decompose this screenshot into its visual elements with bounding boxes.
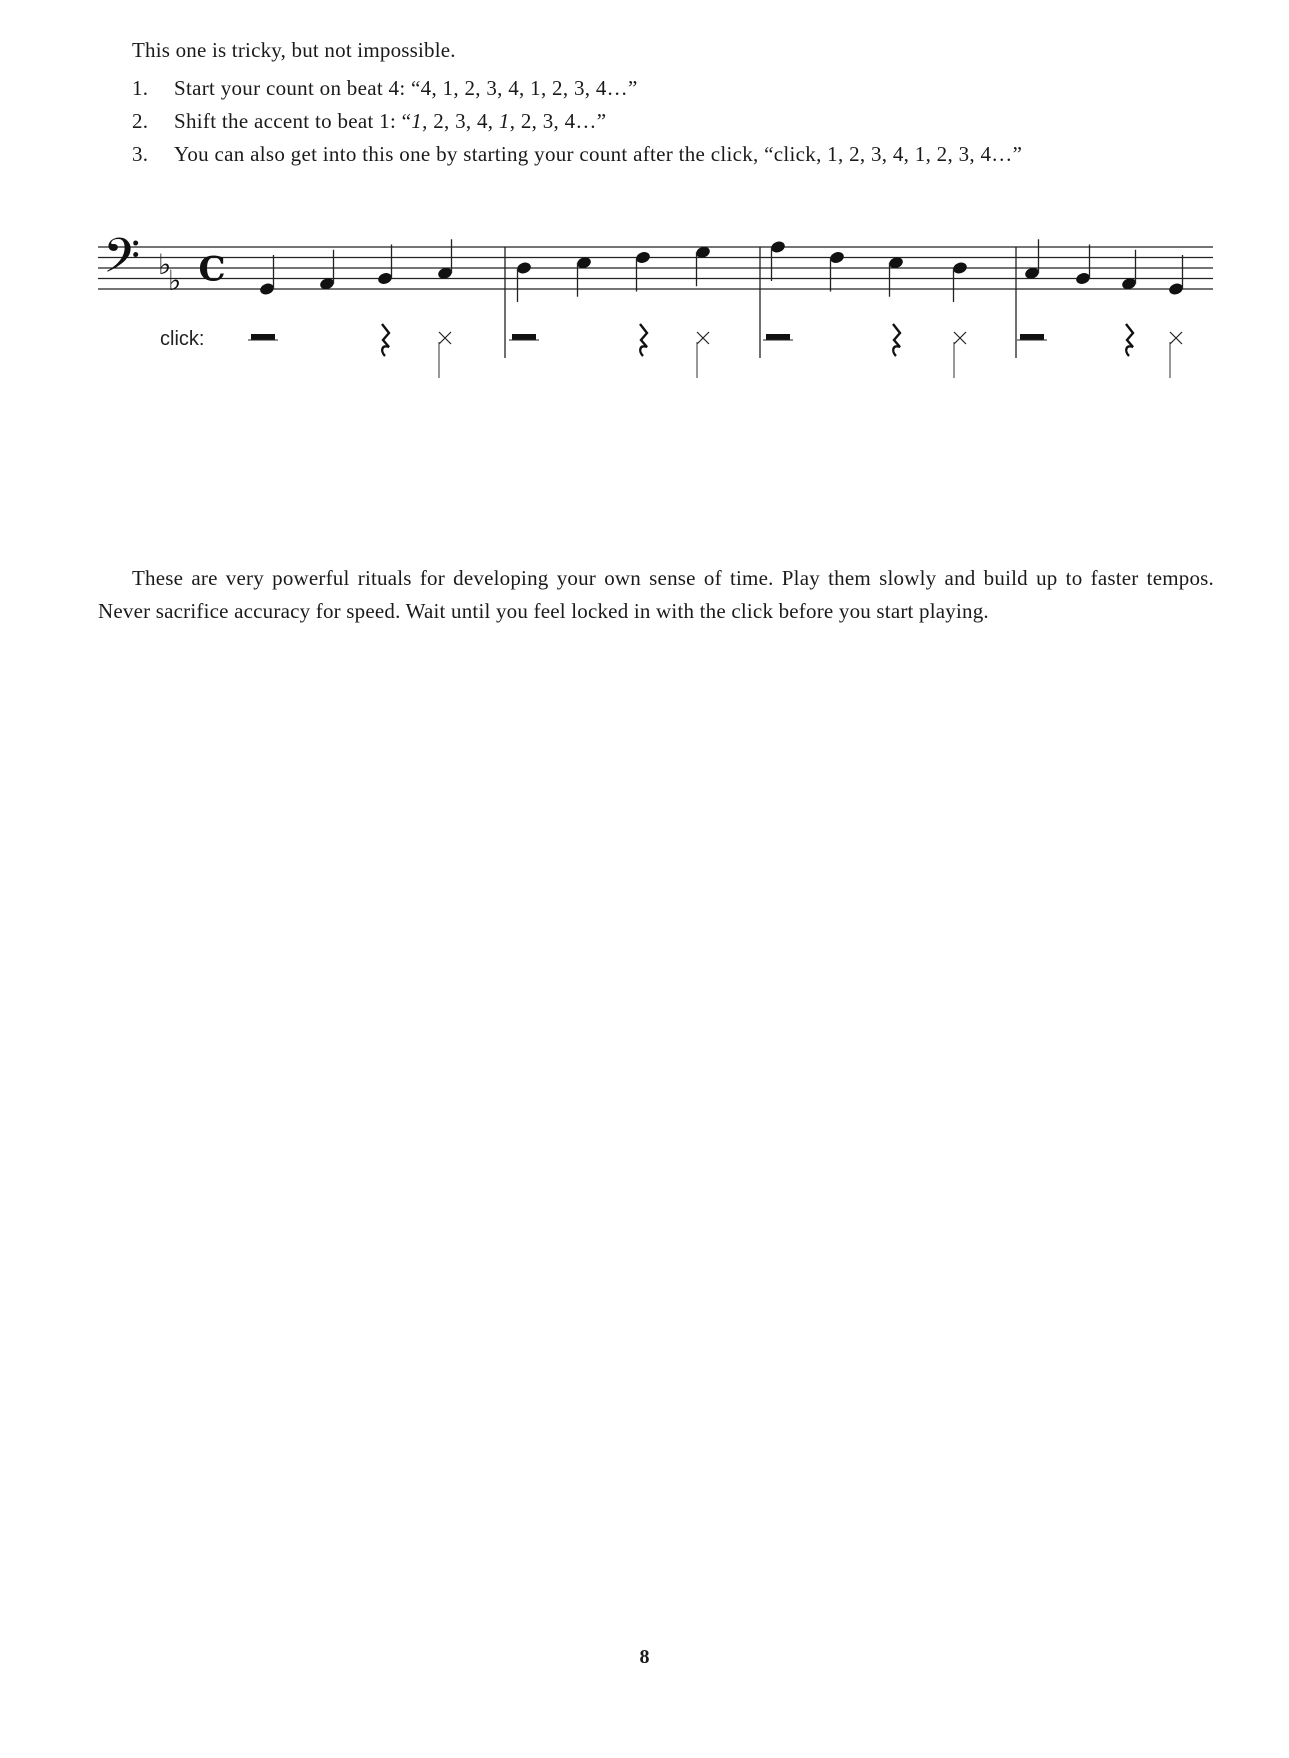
half-rest — [512, 334, 536, 340]
page-number: 8 — [639, 1646, 650, 1668]
quarter-rest — [1126, 324, 1133, 356]
flat-sign: ♭ — [168, 263, 182, 297]
click-label: click: — [160, 328, 205, 350]
quarter-note — [259, 282, 276, 297]
step-text: Start your count on beat 4: “4, 1, 2, 3, 4, 1, 2, 3, 4…” — [174, 76, 638, 100]
quarter-rest — [893, 324, 900, 356]
quarter-note — [1075, 271, 1092, 286]
closing-paragraph: These are very powerful rituals for developing your own sense of time. Play them slowly and build up to faster tempos. Never sacrifice accuracy for speed. Wait until you feel locked in with the click before you start playing. — [98, 566, 1214, 623]
quarter-note — [952, 261, 969, 276]
x-notehead — [1170, 332, 1182, 344]
quarter-note — [377, 271, 394, 286]
quarter-rest — [640, 324, 647, 356]
half-rest — [251, 334, 275, 340]
music-score — [0, 210, 1289, 430]
intro-text: This one is tricky, but not impossible. — [132, 38, 456, 62]
step-text: Shift the accent to beat 1: “1, 2, 3, 4, 1, 2, 3, 4…” — [174, 109, 607, 133]
quarter-rest — [382, 324, 389, 356]
x-notehead — [439, 332, 451, 344]
step-number: 1. — [132, 76, 149, 100]
flat-sign: ♭ — [158, 248, 172, 281]
quarter-note — [770, 240, 787, 255]
quarter-note — [1168, 282, 1185, 297]
quarter-note — [516, 261, 533, 276]
quarter-note — [635, 250, 652, 265]
half-rest — [1020, 334, 1044, 340]
step-number: 2. — [132, 109, 149, 133]
time-signature: C — [198, 249, 226, 290]
step-text: You can also get into this one by starting your count after the click, “click, 1, 2, 3, 4, 1, 2, 3, 4…” — [174, 142, 1023, 166]
x-notehead — [954, 332, 966, 344]
step-number: 3. — [132, 142, 149, 166]
quarter-note — [829, 250, 846, 265]
bass-clef: 𝄢 — [103, 227, 141, 296]
x-notehead — [697, 332, 709, 344]
half-rest — [766, 334, 790, 340]
